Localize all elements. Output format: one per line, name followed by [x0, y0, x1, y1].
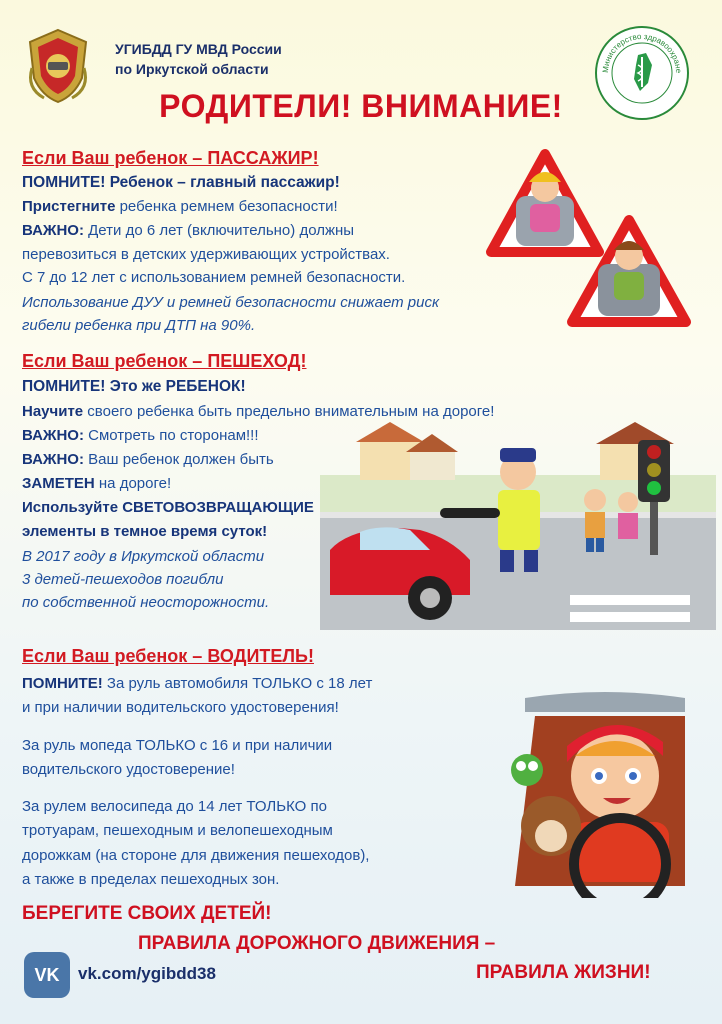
pedestrian-line-5-bold: ЗАМЕТЕН	[22, 475, 95, 492]
driver-heading: Если Ваш ребенок – ВОДИТЕЛЬ!	[22, 646, 314, 666]
child-driver-illustration	[495, 686, 695, 898]
pedestrian-line-10: по собственной неосторожности.	[22, 594, 270, 611]
passenger-line-2-bold: Пристегните	[22, 198, 116, 215]
pedestrian-line-3	[22, 425, 259, 447]
vk-link[interactable]: vk.com/ygibdd38	[78, 964, 216, 983]
pedestrian-line-7: элементы в темное время суток!	[22, 523, 268, 540]
passenger-line-2-text: ребенка ремнем безопасности!	[115, 198, 338, 215]
driver-line-2: и при наличии водительского удостоверения!	[22, 699, 339, 716]
passenger-line-7: гибели ребенка при ДТП на 90%.	[22, 317, 256, 334]
pedestrian-line-8: В 2017 году в Иркутской области	[22, 548, 265, 565]
pedestrian-line-4-text: Ваш ребенок должен быть	[83, 451, 274, 468]
driver-line-6: тротуарам, пешеходным и велопешеходным	[22, 822, 333, 839]
passenger-line-3	[22, 220, 354, 242]
passenger-line-1: ПОМНИТЕ! Ребенок – главный пассажир!	[22, 174, 340, 191]
passenger-line-3-text: Дети до 6 лет (включительно) должны	[83, 222, 355, 239]
pedestrian-line-3-text: Смотреть по сторонам!!!	[83, 427, 259, 444]
passenger-line-4: перевозиться в детских удерживающих устройствах.	[22, 246, 390, 263]
pedestrian-line-5-text: на дороге!	[94, 475, 172, 492]
pedestrian-line-5	[22, 473, 171, 495]
slogan-traffic-rules: ПРАВИЛА ДОРОЖНОГО ДВИЖЕНИЯ –	[138, 933, 496, 954]
driver-line-1	[22, 673, 372, 695]
driver-line-8: а также в пределах пешеходных зон.	[22, 871, 280, 888]
driver-line-5: За рулем велосипеда до 14 лет ТОЛЬКО по	[22, 798, 327, 815]
street-illustration	[320, 420, 716, 630]
org-name-line1: УГИБДД ГУ МВД России	[115, 41, 282, 57]
driver-line-4: водительского удостоверение!	[22, 761, 235, 778]
ministry-seal-text: Министерство здравоохране	[600, 31, 684, 74]
pedestrian-line-4-bold: ВАЖНО:	[22, 451, 84, 468]
driver-line-1-text: За руль автомобиля ТОЛЬКО с 18 лет	[102, 675, 373, 692]
pedestrian-line-6: Используйте СВЕТОВОЗВРАЩАЮЩИЕ	[22, 499, 314, 516]
page-title: РОДИТЕЛИ! ВНИМАНИЕ!	[159, 88, 563, 124]
pedestrian-line-2-bold: Научите	[22, 403, 84, 420]
driver-line-3: За руль мопеда ТОЛЬКО с 16 и при наличии	[22, 737, 333, 754]
driver-line-7: дорожкам (на стороне для движения пешеходов),	[22, 847, 370, 864]
driver-line-1-bold: ПОМНИТЕ!	[22, 675, 103, 692]
slogan-protect-children: БЕРЕГИТЕ СВОИХ ДЕТЕЙ!	[22, 903, 272, 924]
passenger-line-5: С 7 до 12 лет с использованием ремней безопасности.	[22, 269, 406, 286]
slogan-rules-of-life: ПРАВИЛА ЖИЗНИ!	[476, 962, 651, 983]
passenger-line-6: Использование ДУУ и ремней безопасности снижает риск	[22, 294, 440, 311]
org-name-line2: по Иркутской области	[115, 61, 269, 77]
pedestrian-line-4	[22, 449, 274, 471]
passenger-line-3-bold: ВАЖНО:	[22, 222, 84, 239]
passenger-line-2	[22, 196, 338, 218]
pedestrian-heading: Если Ваш ребенок – ПЕШЕХОД!	[22, 351, 307, 371]
pedestrian-line-3-bold: ВАЖНО:	[22, 427, 84, 444]
pedestrian-line-9: 3 детей-пешеходов погибли	[22, 571, 224, 588]
passenger-heading: Если Ваш ребенок – ПАССАЖИР!	[22, 148, 319, 168]
pedestrian-line-1: ПОМНИТЕ! Это же РЕБЕНОК!	[22, 378, 246, 395]
vk-icon[interactable]: VK	[24, 952, 70, 998]
child-seat-sign-2	[566, 214, 692, 330]
pedestrian-line-2-text: своего ребенка быть предельно внимательным на дороге!	[83, 403, 495, 420]
